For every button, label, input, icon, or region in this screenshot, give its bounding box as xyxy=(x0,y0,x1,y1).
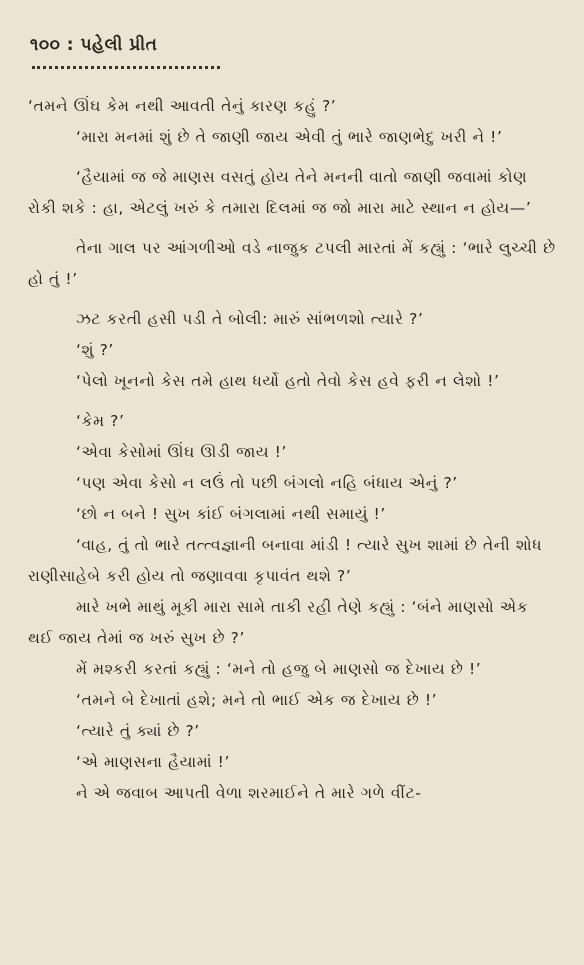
paragraph: ‘હૈયામાં જ જે માણસ વસતું હોય તેને મનની વાતો જાણી જવામાં કોણ રોકી શકે : હા, એટલું ખરું કે તમારા દિલમાં જ જો મારા માટે સ્થાન ન હોય—’ xyxy=(28,168,532,217)
paragraph: ઝટ કરતી હસી પડી તે બોલી: મારું સાંભળશો ત્યારે ?’ xyxy=(76,310,424,328)
paragraph: ‘તમને ઊંઘ કેમ નથી આવતી તેનું કારણ કહું ?’ xyxy=(28,97,337,115)
paragraph: ‘કેમ ?’ xyxy=(76,412,125,430)
paragraph: મેં મશ્કરી કરતાં કહ્યું : ‘મને તો હજુ બે માણસો જ દેખાય છે !’ xyxy=(76,660,482,678)
paragraph: ‘એ માણસના હૈયામાં !’ xyxy=(76,753,231,771)
header-dotted-rule xyxy=(32,62,220,69)
paragraph: ‘પેલો ખૂનનો કેસ તમે હાથ ધર્યો હતો તેવો કેસ હવે ફરી ન લેશો !’ xyxy=(76,372,500,390)
paragraph: ‘તમને બે દેખાતાં હશે; મને તો ભાઈ એક જ દેખાય છે !’ xyxy=(76,691,438,709)
paragraph: મારે ખભે માથું મૂકી મારા સામે તાકી રહી તેણે કહ્યું : ‘બંને માણસો એક થઈ જાય તેમાં જ ખરું સુખ છે ?’ xyxy=(28,598,529,647)
paragraph: ‘એવા કેસોમાં ઊંઘ ઊડી જાય !’ xyxy=(76,443,287,461)
paragraph: ‘પણ એવા કેસો ન લઉં તો પછી બંગલો નહિ બંધાય એનું ?’ xyxy=(76,474,458,492)
paragraph: ‘છો ન બને ! સુખ કાંઈ બંગલામાં નથી સમાયું !’ xyxy=(76,505,386,523)
paragraph: ‘મારા મનમાં શું છે તે જાણી જાય એવી તું ભારે જાણભેદુ ખરી ને !’ xyxy=(76,128,503,146)
header-separator: : xyxy=(66,35,75,55)
page-number: ૧૦૦ xyxy=(30,35,61,55)
chapter-title: પહેલી પ્રીત xyxy=(80,35,158,55)
paragraph: ‘વાહ, તું તો ભારે તત્ત્વજ્ઞાની બનાવા માંડી ! ત્યારે સુખ શામાં છે તેની શોધ રાણીસાહેબે કરી હોય તો જણાવવા કૃપાવંત થશે ?’ xyxy=(28,536,543,585)
paragraph: ‘શું ?’ xyxy=(76,341,114,359)
paragraph: ને એ જવાબ આપતી વેળા શરમાઈને તે મારે ગળે વીંટ- xyxy=(76,784,422,802)
paragraph: ‘ત્યારે તું ક્યાં છે ?’ xyxy=(76,722,200,740)
running-header xyxy=(30,30,556,60)
paragraph: તેના ગાલ પર આંગળીઓ વડે નાજુક ટપલી મારતાં મેં કહ્યું : ‘ભારે લુચ્ચી છે હો તું !’ xyxy=(28,239,556,288)
body-text xyxy=(28,91,556,809)
